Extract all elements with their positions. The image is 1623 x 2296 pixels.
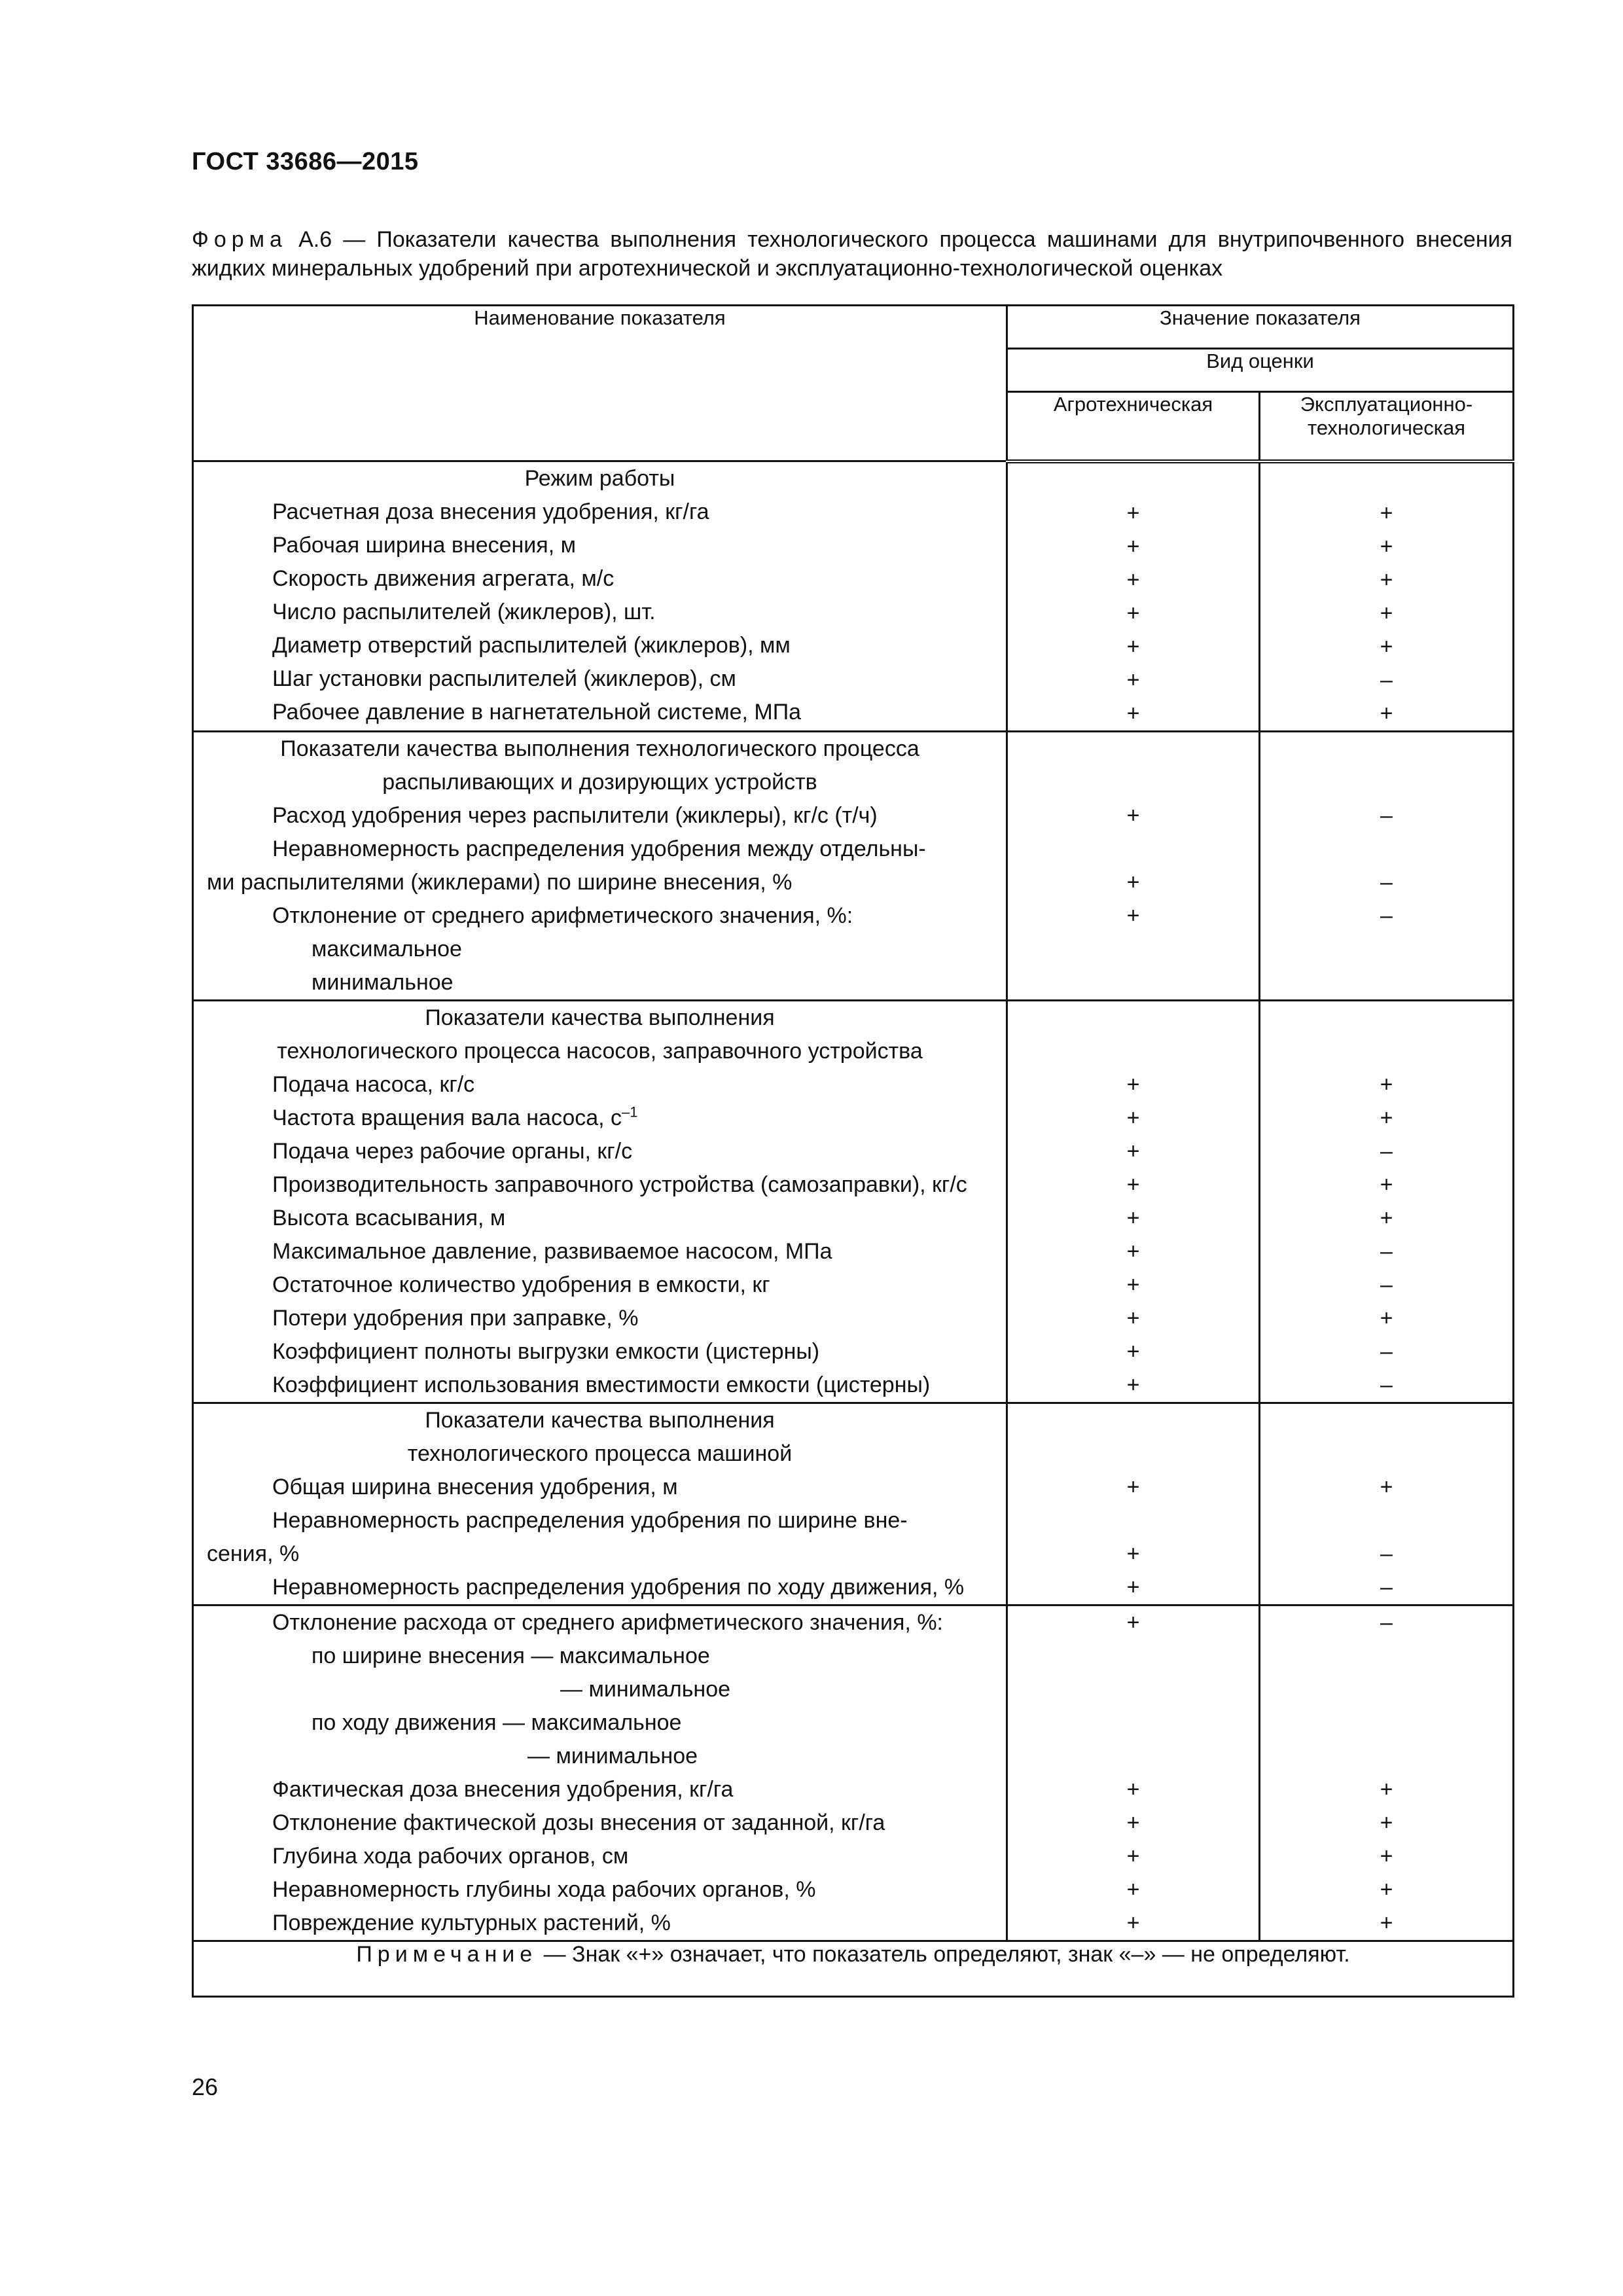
mark-sign: – bbox=[1380, 1372, 1393, 1397]
indicator-text: Потери удобрения при заправке, % bbox=[272, 1305, 639, 1331]
indicator-superscript: –1 bbox=[622, 1103, 638, 1121]
mark-sign: – bbox=[1380, 1541, 1393, 1566]
indicator-line bbox=[194, 1268, 1006, 1302]
indicator-line bbox=[194, 1640, 1006, 1673]
mark-sign bbox=[1008, 1740, 1258, 1773]
indicator-text: Повреждение культурных растений, % bbox=[272, 1910, 671, 1935]
mark-sign: + bbox=[1126, 1205, 1140, 1230]
mark-sign: + bbox=[1380, 1305, 1393, 1331]
indicators-table bbox=[192, 304, 1514, 1998]
mark-sign: + bbox=[1380, 500, 1393, 526]
mark-sign: + bbox=[1126, 1541, 1140, 1566]
indicator-line bbox=[194, 1168, 1006, 1202]
table-group bbox=[193, 1403, 1514, 1605]
mark-sign: + bbox=[1126, 533, 1140, 559]
note-prefix: Примечание bbox=[356, 1941, 538, 1967]
header-agrotechnical: Агротехническая bbox=[1007, 392, 1260, 461]
indicator-line bbox=[194, 1706, 1006, 1740]
mark-sign bbox=[1008, 1504, 1258, 1537]
indicator-text: Расход удобрения через распылители (жиклеры), кг/с (т/ч) bbox=[272, 802, 878, 828]
mark-sign bbox=[1260, 1673, 1512, 1706]
mark-sign: + bbox=[1126, 1138, 1140, 1164]
mark-sign: + bbox=[1126, 1574, 1140, 1600]
mark-sign: + bbox=[1380, 1843, 1393, 1869]
indicator-line bbox=[194, 1235, 1006, 1268]
mark-sign bbox=[1008, 766, 1258, 799]
form-caption-prefix: Форма bbox=[192, 227, 287, 252]
mark-sign: + bbox=[1380, 533, 1393, 559]
page-number: 26 bbox=[192, 2073, 219, 2100]
indicator-text: Рабочая ширина внесения, м bbox=[272, 533, 576, 558]
indicator-line bbox=[194, 1571, 1006, 1604]
mark-sign: + bbox=[1126, 500, 1140, 526]
table-note bbox=[193, 1941, 1514, 1996]
indicator-text: Коэффициент использования вместимости емкости (цистерны) bbox=[272, 1372, 931, 1397]
indicator-name-cell bbox=[193, 731, 1007, 1000]
mark-sign bbox=[1008, 732, 1258, 766]
operational-cell bbox=[1260, 1403, 1514, 1605]
indicator-text: минимальное bbox=[312, 969, 454, 995]
mark-sign bbox=[1260, 966, 1512, 999]
indicator-text: по ходу движения — максимальное bbox=[312, 1710, 682, 1735]
indicator-line bbox=[194, 1673, 1006, 1706]
mark-sign bbox=[1260, 766, 1512, 799]
indicator-text: Рабочее давление в нагнетательной системе, МПа bbox=[272, 700, 802, 725]
indicator-text: технологического процесса машиной bbox=[407, 1441, 793, 1466]
agrotechnical-cell bbox=[1007, 731, 1260, 1000]
mark-sign: + bbox=[1126, 1910, 1140, 1935]
table-group bbox=[193, 1605, 1514, 1941]
indicator-line bbox=[194, 1907, 1006, 1940]
mark-sign: + bbox=[1380, 1105, 1393, 1130]
mark-sign: + bbox=[1126, 1876, 1140, 1902]
header-operational bbox=[1260, 392, 1514, 461]
mark-sign: + bbox=[1126, 903, 1140, 928]
indicator-text: Скорость движения агрегата, м/с bbox=[272, 566, 615, 591]
mark-sign bbox=[1260, 833, 1512, 866]
mark-sign bbox=[1008, 1001, 1258, 1035]
mark-sign bbox=[1260, 933, 1512, 966]
indicator-line bbox=[194, 529, 1006, 562]
agrotechnical-cell bbox=[1007, 1000, 1260, 1403]
mark-sign: – bbox=[1380, 1238, 1393, 1264]
indicator-line bbox=[194, 899, 1006, 933]
indicator-text: Фактическая доза внесения удобрения, кг/га bbox=[272, 1776, 734, 1802]
mark-sign: + bbox=[1380, 1776, 1393, 1802]
indicator-text: Диаметр отверстий распылителей (жиклеров), мм bbox=[272, 633, 791, 658]
mark-sign: + bbox=[1380, 1876, 1393, 1902]
indicator-text: Неравномерность распределения удобрения между отдельны- bbox=[272, 836, 926, 861]
indicator-line bbox=[194, 1369, 1006, 1402]
indicator-line bbox=[194, 1606, 1006, 1640]
indicator-line bbox=[194, 1135, 1006, 1168]
indicator-line bbox=[194, 933, 1006, 966]
indicator-name-cell bbox=[193, 1605, 1007, 1941]
indicator-line bbox=[194, 732, 1006, 766]
mark-sign bbox=[1260, 1706, 1512, 1740]
mark-sign: + bbox=[1126, 1338, 1140, 1364]
mark-sign: – bbox=[1380, 1272, 1393, 1297]
indicator-line bbox=[194, 1840, 1006, 1873]
form-caption-text: А.6 — Показатели качества выполнения технологического процесса машинами для внутрипочвенного внесения жидких минеральных удобрений при агротехнической и эксплуатационно-технологической оценках bbox=[192, 227, 1512, 281]
operational-cell bbox=[1260, 1605, 1514, 1941]
indicator-text: Коэффициент полноты выгрузки емкости (цистерны) bbox=[272, 1338, 820, 1364]
mark-sign: + bbox=[1126, 1272, 1140, 1297]
indicator-line bbox=[194, 1471, 1006, 1504]
mark-sign bbox=[1260, 1437, 1512, 1471]
indicator-line bbox=[194, 495, 1006, 529]
mark-sign: + bbox=[1126, 1609, 1140, 1635]
mark-sign bbox=[1260, 1001, 1512, 1035]
indicator-line bbox=[194, 1740, 1006, 1773]
indicator-line bbox=[194, 662, 1006, 696]
indicator-line bbox=[194, 1873, 1006, 1907]
indicator-text: Отклонение фактической дозы внесения от заданной, кг/га bbox=[272, 1810, 885, 1835]
indicator-text: технологического процесса насосов, заправочного устройства bbox=[277, 1038, 923, 1064]
indicator-line bbox=[194, 1202, 1006, 1235]
mark-sign: + bbox=[1380, 1205, 1393, 1230]
mark-sign: + bbox=[1126, 634, 1140, 659]
indicator-text: Отклонение от среднего арифметического значения, %: bbox=[272, 903, 853, 928]
mark-sign: – bbox=[1380, 667, 1393, 692]
mark-sign: + bbox=[1126, 1172, 1140, 1197]
mark-sign bbox=[1260, 463, 1512, 497]
mark-sign: – bbox=[1380, 802, 1393, 828]
indicator-line bbox=[194, 1068, 1006, 1102]
header-indicator-name: Наименование показателя bbox=[193, 306, 1007, 461]
indicator-line bbox=[194, 866, 1006, 899]
indicator-text: Производительность заправочного устройства (самозаправки), кг/с bbox=[272, 1172, 967, 1197]
agrotechnical-cell bbox=[1007, 1403, 1260, 1605]
indicator-line bbox=[194, 1335, 1006, 1369]
mark-sign: + bbox=[1126, 1474, 1140, 1499]
mark-sign bbox=[1260, 732, 1512, 766]
table-body bbox=[193, 461, 1514, 1941]
mark-sign: + bbox=[1126, 1776, 1140, 1802]
indicator-text: Частота вращения вала насоса, с bbox=[272, 1105, 622, 1130]
indicator-text: Расчетная доза внесения удобрения, кг/га bbox=[272, 499, 709, 524]
mark-sign: – bbox=[1380, 1338, 1393, 1364]
mark-sign bbox=[1008, 1673, 1258, 1706]
indicator-line bbox=[194, 1302, 1006, 1335]
indicator-line bbox=[194, 1102, 1006, 1135]
indicator-line bbox=[194, 1537, 1006, 1571]
indicator-line bbox=[194, 1806, 1006, 1840]
indicator-line bbox=[194, 629, 1006, 662]
operational-cell bbox=[1260, 1000, 1514, 1403]
mark-sign: + bbox=[1380, 1172, 1393, 1197]
indicator-text: максимальное bbox=[312, 936, 462, 961]
indicator-text: Неравномерность распределения удобрения по ширине вне- bbox=[272, 1507, 908, 1533]
document-code: ГОСТ 33686—2015 bbox=[192, 148, 419, 175]
mark-sign: + bbox=[1126, 600, 1140, 626]
mark-sign: + bbox=[1126, 1305, 1140, 1331]
indicator-text: Отклонение расхода от среднего арифметического значения, %: bbox=[272, 1609, 943, 1635]
mark-sign bbox=[1260, 1740, 1512, 1773]
indicator-text: — минимальное bbox=[527, 1743, 698, 1768]
indicator-text: ми распылителями (жиклерами) по ширине внесения, % bbox=[207, 869, 793, 895]
indicator-line bbox=[194, 1504, 1006, 1537]
mark-sign bbox=[1260, 1504, 1512, 1537]
mark-sign bbox=[1008, 966, 1258, 999]
form-caption bbox=[192, 225, 1512, 283]
indicator-line bbox=[194, 1404, 1006, 1437]
indicator-text: Число распылителей (жиклеров), шт. bbox=[272, 600, 656, 624]
operational-cell bbox=[1260, 731, 1514, 1000]
mark-sign: + bbox=[1126, 1372, 1140, 1397]
mark-sign: + bbox=[1126, 1810, 1140, 1835]
mark-sign: + bbox=[1380, 1810, 1393, 1835]
mark-sign bbox=[1260, 1404, 1512, 1437]
indicator-line bbox=[194, 966, 1006, 999]
mark-sign: – bbox=[1380, 869, 1393, 895]
indicator-text: Неравномерность глубины хода рабочих органов, % bbox=[272, 1876, 816, 1902]
indicator-line bbox=[194, 1437, 1006, 1471]
indicator-line bbox=[194, 1035, 1006, 1068]
header-operational-line1: Эксплуатационно- bbox=[1300, 393, 1473, 416]
mark-sign: + bbox=[1126, 1843, 1140, 1869]
indicator-text: Подача насоса, кг/с bbox=[272, 1071, 475, 1097]
indicator-text: Режим работы bbox=[524, 466, 675, 491]
indicator-text: сения, % bbox=[207, 1541, 300, 1566]
mark-sign bbox=[1008, 1404, 1258, 1437]
mark-sign: + bbox=[1380, 1910, 1393, 1935]
indicator-text: Показатели качества выполнения bbox=[425, 1407, 775, 1433]
indicator-text: Подача через рабочие органы, кг/с bbox=[272, 1138, 633, 1164]
mark-sign: + bbox=[1380, 600, 1393, 626]
mark-sign: – bbox=[1380, 1609, 1393, 1635]
mark-sign: + bbox=[1380, 634, 1393, 659]
indicator-text: Неравномерность распределения удобрения по ходу движения, % bbox=[272, 1574, 965, 1600]
mark-sign: + bbox=[1126, 1238, 1140, 1264]
mark-sign bbox=[1008, 833, 1258, 866]
indicator-text: Максимальное давление, развиваемое насосом, МПа bbox=[272, 1238, 832, 1264]
mark-sign: + bbox=[1126, 667, 1140, 692]
indicator-text: Остаточное количество удобрения в емкости, кг bbox=[272, 1272, 770, 1297]
mark-sign: + bbox=[1126, 1105, 1140, 1130]
indicator-name-cell bbox=[193, 1000, 1007, 1403]
mark-sign: + bbox=[1126, 869, 1140, 895]
indicator-line bbox=[194, 462, 1006, 495]
mark-sign bbox=[1260, 1035, 1512, 1068]
mark-sign: + bbox=[1126, 567, 1140, 592]
note-text: — Знак «+» означает, что показатель определяют, знак «–» — не определяют. bbox=[537, 1941, 1350, 1967]
mark-sign: + bbox=[1380, 1474, 1393, 1499]
mark-sign: + bbox=[1126, 700, 1140, 726]
mark-sign: + bbox=[1380, 1071, 1393, 1097]
header-operational-line2: технологическая bbox=[1307, 416, 1466, 439]
table-group bbox=[193, 731, 1514, 1000]
indicator-text: Шаг установки распылителей (жиклеров), см bbox=[272, 666, 736, 691]
indicator-line bbox=[194, 596, 1006, 629]
indicator-line bbox=[194, 696, 1006, 729]
indicator-text: по ширине внесения — максимальное bbox=[312, 1643, 710, 1668]
table-group bbox=[193, 461, 1514, 732]
mark-sign: – bbox=[1380, 903, 1393, 928]
header-indicator-value: Значение показателя bbox=[1007, 306, 1514, 349]
indicator-text: Показатели качества выполнения технологического процесса bbox=[280, 736, 919, 761]
indicator-text: — минимальное bbox=[560, 1676, 731, 1702]
mark-sign bbox=[1008, 1437, 1258, 1471]
mark-sign: + bbox=[1126, 1071, 1140, 1097]
mark-sign: + bbox=[1380, 567, 1393, 592]
indicator-line bbox=[194, 833, 1006, 866]
agrotechnical-cell bbox=[1007, 1605, 1260, 1941]
indicator-line bbox=[194, 562, 1006, 596]
mark-sign bbox=[1008, 1640, 1258, 1673]
indicator-text: Высота всасывания, м bbox=[272, 1205, 506, 1230]
mark-sign: – bbox=[1380, 1138, 1393, 1164]
table-group bbox=[193, 1000, 1514, 1403]
mark-sign bbox=[1260, 1640, 1512, 1673]
mark-sign: + bbox=[1380, 700, 1393, 726]
operational-cell bbox=[1260, 461, 1514, 732]
mark-sign bbox=[1008, 463, 1258, 497]
mark-sign bbox=[1008, 1035, 1258, 1068]
mark-sign bbox=[1008, 1706, 1258, 1740]
indicator-line bbox=[194, 1773, 1006, 1806]
agrotechnical-cell bbox=[1007, 461, 1260, 732]
mark-sign bbox=[1008, 933, 1258, 966]
indicator-text: Общая ширина внесения удобрения, м bbox=[272, 1474, 678, 1499]
header-assessment-type: Вид оценки bbox=[1007, 349, 1514, 392]
indicator-text: Глубина хода рабочих органов, см bbox=[272, 1843, 629, 1869]
mark-sign: + bbox=[1126, 802, 1140, 828]
indicator-line bbox=[194, 799, 1006, 833]
indicator-name-cell bbox=[193, 1403, 1007, 1605]
mark-sign: – bbox=[1380, 1574, 1393, 1600]
indicator-line bbox=[194, 766, 1006, 799]
indicator-line bbox=[194, 1001, 1006, 1035]
indicator-text: распыливающих и дозирующих устройств bbox=[382, 769, 817, 795]
indicator-name-cell bbox=[193, 461, 1007, 732]
indicator-text: Показатели качества выполнения bbox=[425, 1005, 775, 1030]
